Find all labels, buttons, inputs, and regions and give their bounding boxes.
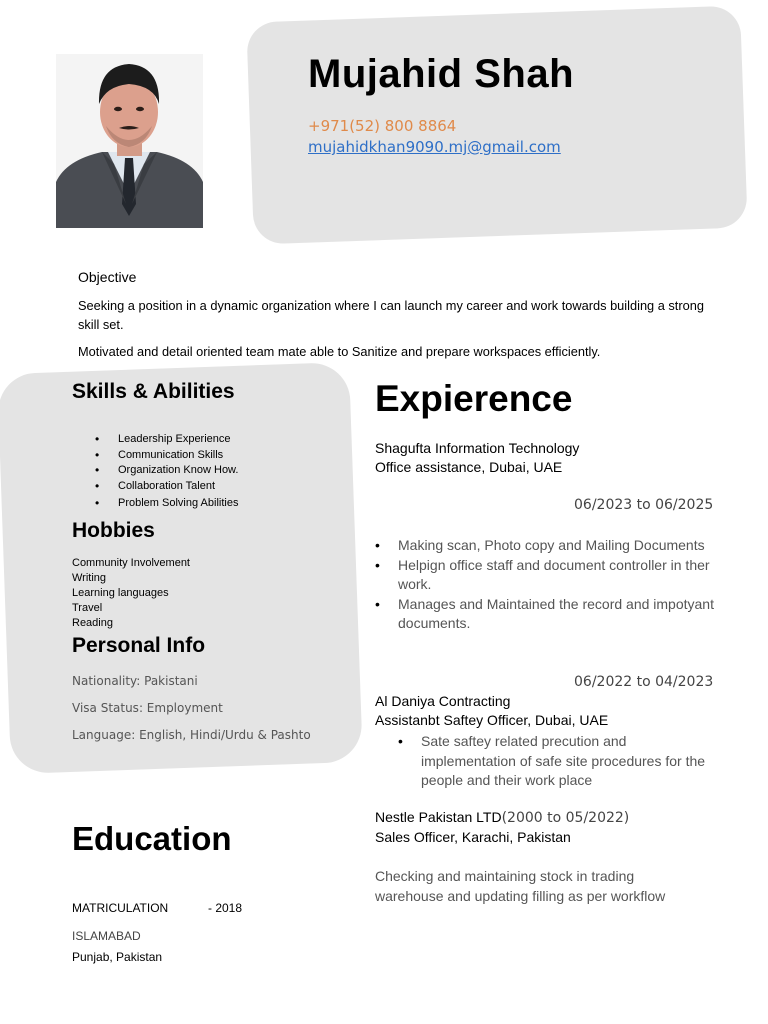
list-item: • Problem Solving Abilities <box>95 496 238 512</box>
list-item: • Leadership Experience <box>95 432 238 448</box>
list-item: • Communication Skills <box>95 448 238 464</box>
education-year: - 2018 <box>208 901 243 915</box>
job-3-role: Sales Officer, Karachi, Pakistan <box>375 829 571 845</box>
education-city: ISLAMABAD <box>72 929 141 943</box>
skills-title: Skills & Abilities <box>72 380 235 403</box>
job-1-dates: 06/2023 to 06/2025 <box>574 497 714 513</box>
job-3-dates: (2000 to 05/2022) <box>501 810 630 826</box>
job-2-company: Al Daniya Contracting <box>375 693 511 709</box>
visa-status-text: Visa Status: Employment <box>72 701 223 715</box>
personal-info-title: Personal Info <box>72 634 206 657</box>
job-2-dates: 06/2022 to 04/2023 <box>574 674 714 690</box>
candidate-name: Mujahid Shah <box>308 52 574 96</box>
job-2-role: Assistanbt Saftey Officer, Dubai, UAE <box>375 712 609 728</box>
education-region: Punjab, Pakistan <box>72 950 163 964</box>
list-item: Writing <box>72 572 107 584</box>
email-link[interactable]: mujahidkhan9090.mj@gmail.com <box>308 138 561 156</box>
phone-number[interactable]: +971(52) 800 8864 <box>308 117 457 135</box>
list-item: Learning languages <box>72 587 169 599</box>
list-item: • Sate saftey related precution and implementation of safe site procedures for the people and their work place <box>398 732 716 791</box>
experience-title: Expierence <box>375 378 573 419</box>
list-item: • Collaboration Talent <box>95 479 238 495</box>
job-3-company: Nestle Pakistan LTD <box>375 809 502 825</box>
list-item: Reading <box>72 617 113 629</box>
nationality-text: Nationality: Pakistani <box>72 674 198 688</box>
list-item: Travel <box>72 602 103 614</box>
job-1-role: Office assistance, Dubai, UAE <box>375 459 563 475</box>
job-1-duties <box>375 536 715 634</box>
list-item: Community Involvement <box>72 557 190 569</box>
objective-paragraph-1: Seeking a position in a dynamic organization where I can launch my career and work towards building a strong skill set. <box>78 298 704 332</box>
list-item: • Organization Know How. <box>95 463 238 479</box>
language-text: Language: English, Hindi/Urdu & Pashto <box>72 728 311 742</box>
job-2-duties <box>398 732 716 791</box>
hobbies-title: Hobbies <box>72 519 155 542</box>
profile-photo <box>56 54 203 228</box>
skills-list <box>95 432 238 512</box>
person-portrait-icon <box>56 54 203 228</box>
objective-paragraph-2: Motivated and detail oriented team mate able to Sanitize and prepare workspaces efficiently. <box>78 344 601 359</box>
list-item: • Helpign office staff and document controller in ther work. <box>375 556 715 595</box>
list-item: • Manages and Maintained the record and impotyant documents. <box>375 595 715 634</box>
objective-title: Objective <box>78 269 137 285</box>
education-title: Education <box>72 820 232 857</box>
job-3-header <box>375 809 629 826</box>
job-1-company: Shagufta Information Technology <box>375 440 580 456</box>
list-item: • Making scan, Photo copy and Mailing Documents <box>375 536 715 556</box>
hobbies-list <box>72 556 190 631</box>
job-3-description: Checking and maintaining stock in trading warehouse and updating filling as per workflow <box>375 868 666 904</box>
education-level: MATRICULATION <box>72 901 169 915</box>
